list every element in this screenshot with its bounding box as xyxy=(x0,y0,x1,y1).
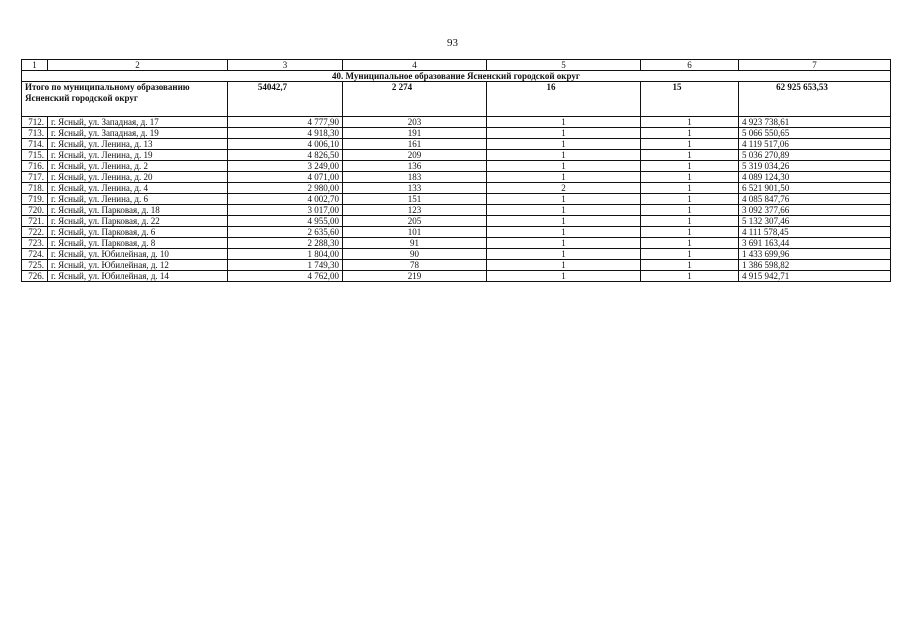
count6-cell: 1 xyxy=(641,227,739,238)
count6-cell: 1 xyxy=(641,183,739,194)
address-cell: г. Ясный, ул. Парковая, д. 8 xyxy=(48,238,228,249)
cost-cell: 6 521 901,50 xyxy=(739,183,891,194)
houses-cell: 1 xyxy=(487,205,641,216)
row-number: 712. xyxy=(22,117,48,128)
address-cell: г. Ясный, ул. Западная, д. 17 xyxy=(48,117,228,128)
residents-cell: 219 xyxy=(343,271,487,282)
area-cell: 4 071,00 xyxy=(228,172,343,183)
row-number: 726. xyxy=(22,271,48,282)
total-row xyxy=(22,82,891,117)
cost-cell: 4 915 942,71 xyxy=(739,271,891,282)
registry-table xyxy=(21,59,891,282)
table-row xyxy=(22,194,891,205)
residents-cell: 91 xyxy=(343,238,487,249)
address-cell: г. Ясный, ул. Юбилейная, д. 12 xyxy=(48,260,228,271)
total-label: Итого по муниципальному образованию Ясненский городской округ xyxy=(22,82,228,117)
area-cell: 4 002,70 xyxy=(228,194,343,205)
count6-cell: 1 xyxy=(641,172,739,183)
count6-cell: 1 xyxy=(641,216,739,227)
residents-cell: 205 xyxy=(343,216,487,227)
residents-cell: 203 xyxy=(343,117,487,128)
cost-cell: 5 319 034,26 xyxy=(739,161,891,172)
row-number: 718. xyxy=(22,183,48,194)
row-number: 717. xyxy=(22,172,48,183)
houses-cell: 1 xyxy=(487,260,641,271)
address-cell: г. Ясный, ул. Юбилейная, д. 14 xyxy=(48,271,228,282)
houses-cell: 1 xyxy=(487,161,641,172)
area-cell: 4 777,90 xyxy=(228,117,343,128)
cost-cell: 3 092 377,66 xyxy=(739,205,891,216)
column-number: 7 xyxy=(739,60,891,71)
column-number: 1 xyxy=(22,60,48,71)
cost-cell: 4 089 124,30 xyxy=(739,172,891,183)
table-row xyxy=(22,260,891,271)
table-row xyxy=(22,227,891,238)
count6-cell: 1 xyxy=(641,238,739,249)
houses-cell: 1 xyxy=(487,238,641,249)
count6-cell: 1 xyxy=(641,150,739,161)
table-row xyxy=(22,183,891,194)
row-number: 713. xyxy=(22,128,48,139)
area-cell: 4 826,50 xyxy=(228,150,343,161)
row-number: 715. xyxy=(22,150,48,161)
cost-cell: 3 691 163,44 xyxy=(739,238,891,249)
table-row xyxy=(22,139,891,150)
count6-cell: 1 xyxy=(641,194,739,205)
table-row xyxy=(22,205,891,216)
count6-cell: 1 xyxy=(641,249,739,260)
houses-cell: 1 xyxy=(487,150,641,161)
row-number: 721. xyxy=(22,216,48,227)
row-number: 716. xyxy=(22,161,48,172)
area-cell: 1 749,30 xyxy=(228,260,343,271)
total-cost: 62 925 653,53 xyxy=(739,82,891,117)
count6-cell: 1 xyxy=(641,161,739,172)
cost-cell: 4 111 578,45 xyxy=(739,227,891,238)
row-number: 723. xyxy=(22,238,48,249)
table-row xyxy=(22,117,891,128)
row-number: 719. xyxy=(22,194,48,205)
cost-cell: 1 433 699,96 xyxy=(739,249,891,260)
address-cell: г. Ясный, ул. Парковая, д. 6 xyxy=(48,227,228,238)
column-number-row xyxy=(22,60,891,71)
residents-cell: 90 xyxy=(343,249,487,260)
count6-cell: 1 xyxy=(641,205,739,216)
total-residents: 2 274 xyxy=(343,82,487,117)
registry-table-body xyxy=(22,60,891,282)
column-number: 5 xyxy=(487,60,641,71)
houses-cell: 1 xyxy=(487,271,641,282)
count6-cell: 1 xyxy=(641,128,739,139)
residents-cell: 78 xyxy=(343,260,487,271)
row-number: 714. xyxy=(22,139,48,150)
table-row xyxy=(22,128,891,139)
cost-cell: 5 132 307,46 xyxy=(739,216,891,227)
houses-cell: 1 xyxy=(487,172,641,183)
address-cell: г. Ясный, ул. Парковая, д. 22 xyxy=(48,216,228,227)
area-cell: 2 288,30 xyxy=(228,238,343,249)
section-title-row xyxy=(22,71,891,82)
row-number: 722. xyxy=(22,227,48,238)
area-cell: 4 762,00 xyxy=(228,271,343,282)
address-cell: г. Ясный, ул. Западная, д. 19 xyxy=(48,128,228,139)
total-area: 54042,7 xyxy=(228,82,343,117)
address-cell: г. Ясный, ул. Ленина, д. 2 xyxy=(48,161,228,172)
table-row xyxy=(22,249,891,260)
address-cell: г. Ясный, ул. Ленина, д. 4 xyxy=(48,183,228,194)
address-cell: г. Ясный, ул. Юбилейная, д. 10 xyxy=(48,249,228,260)
count6-cell: 1 xyxy=(641,139,739,150)
houses-cell: 1 xyxy=(487,117,641,128)
table-row xyxy=(22,150,891,161)
address-cell: г. Ясный, ул. Ленина, д. 6 xyxy=(48,194,228,205)
area-cell: 2 635,60 xyxy=(228,227,343,238)
houses-cell: 2 xyxy=(487,183,641,194)
table-row xyxy=(22,216,891,227)
residents-cell: 123 xyxy=(343,205,487,216)
residents-cell: 209 xyxy=(343,150,487,161)
column-number: 2 xyxy=(48,60,228,71)
residents-cell: 151 xyxy=(343,194,487,205)
page-number: 93 xyxy=(447,37,458,49)
table-row xyxy=(22,238,891,249)
residents-cell: 183 xyxy=(343,172,487,183)
houses-cell: 1 xyxy=(487,194,641,205)
table-row xyxy=(22,172,891,183)
column-number: 3 xyxy=(228,60,343,71)
address-cell: г. Ясный, ул. Ленина, д. 13 xyxy=(48,139,228,150)
address-cell: г. Ясный, ул. Парковая, д. 18 xyxy=(48,205,228,216)
houses-cell: 1 xyxy=(487,227,641,238)
area-cell: 4 006,10 xyxy=(228,139,343,150)
residents-cell: 101 xyxy=(343,227,487,238)
area-cell: 4 918,30 xyxy=(228,128,343,139)
row-number: 720. xyxy=(22,205,48,216)
count6-cell: 1 xyxy=(641,271,739,282)
cost-cell: 5 036 270,89 xyxy=(739,150,891,161)
total-count6: 15 xyxy=(641,82,739,117)
section-title: 40. Муниципальное образование Ясненский городской округ xyxy=(22,71,891,82)
area-cell: 4 955,00 xyxy=(228,216,343,227)
table-row xyxy=(22,161,891,172)
count6-cell: 1 xyxy=(641,260,739,271)
cost-cell: 4 085 847,76 xyxy=(739,194,891,205)
houses-cell: 1 xyxy=(487,249,641,260)
column-number: 4 xyxy=(343,60,487,71)
residents-cell: 133 xyxy=(343,183,487,194)
residents-cell: 191 xyxy=(343,128,487,139)
count6-cell: 1 xyxy=(641,117,739,128)
houses-cell: 1 xyxy=(487,216,641,227)
cost-cell: 4 119 517,06 xyxy=(739,139,891,150)
column-number: 6 xyxy=(641,60,739,71)
row-number: 724. xyxy=(22,249,48,260)
cost-cell: 5 066 550,65 xyxy=(739,128,891,139)
houses-cell: 1 xyxy=(487,139,641,150)
residents-cell: 161 xyxy=(343,139,487,150)
houses-cell: 1 xyxy=(487,128,641,139)
area-cell: 3 249,00 xyxy=(228,161,343,172)
cost-cell: 1 386 598,82 xyxy=(739,260,891,271)
address-cell: г. Ясный, ул. Ленина, д. 19 xyxy=(48,150,228,161)
row-number: 725. xyxy=(22,260,48,271)
area-cell: 3 017,00 xyxy=(228,205,343,216)
residents-cell: 136 xyxy=(343,161,487,172)
address-cell: г. Ясный, ул. Ленина, д. 20 xyxy=(48,172,228,183)
table-row xyxy=(22,271,891,282)
area-cell: 1 804,00 xyxy=(228,249,343,260)
total-houses: 16 xyxy=(487,82,641,117)
cost-cell: 4 923 738,61 xyxy=(739,117,891,128)
area-cell: 2 980,00 xyxy=(228,183,343,194)
